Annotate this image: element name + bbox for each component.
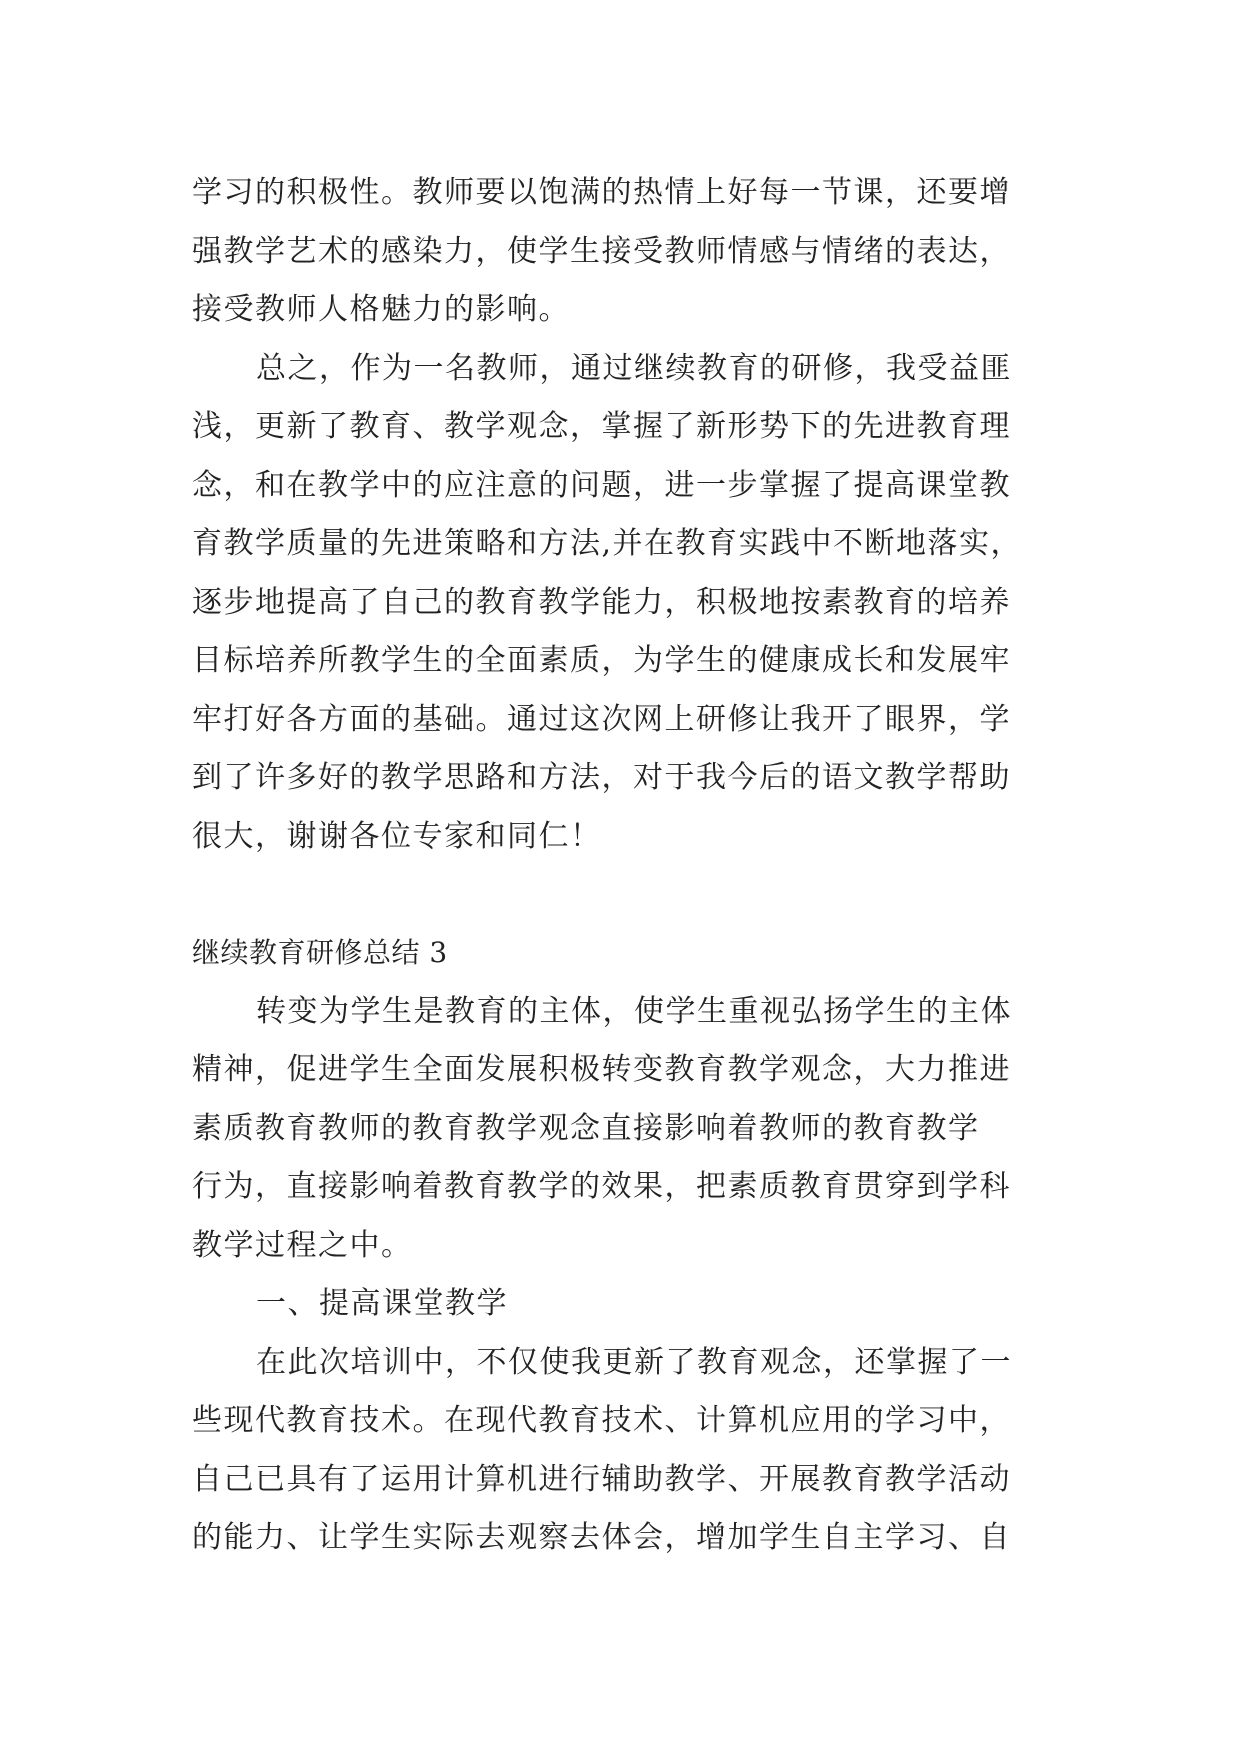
text-line: 到了许多好的教学思路和方法，对于我今后的语文教学帮助	[192, 760, 1011, 795]
text-line: 很大，谢谢各位专家和同仁！	[192, 818, 602, 854]
text-line: 强教学艺术的感染力，使学生接受教师情感与情绪的表达，	[192, 233, 1011, 269]
text-line: 念，和在教学中的应注意的问题，进一步掌握了提高课堂教	[192, 467, 1011, 503]
paragraph-intro	[192, 983, 1062, 1276]
section-gap	[192, 866, 1062, 924]
text-line: 行为，直接影响着教育教学的效果，把素质教育贯穿到学科	[192, 1169, 1011, 1204]
paragraph-continued	[192, 164, 1062, 340]
text-line: 转变为学生是教育的主体，使学生重视弘扬学生的主体	[256, 993, 1012, 1029]
text-line: 总之，作为一名教师，通过继续教育的研修，我受益匪	[256, 350, 1012, 386]
text-line: 些现代教育技术。在现代教育技术、计算机应用的学习中，	[192, 1403, 1011, 1438]
text-line: 逐步地提高了自己的教育教学能力，积极地按素教育的培养	[192, 584, 1011, 620]
text-line: 接受教师人格魅力的影响。	[192, 292, 570, 327]
text-line: 在此次培训中，不仅使我更新了教育观念，还掌握了一	[256, 1344, 1012, 1380]
text-line: 育教学质量的先进策略和方法,并在教育实践中不断地落实，	[192, 526, 1023, 561]
text-line: 浅，更新了教育、教学观念，掌握了新形势下的先进教育理	[192, 409, 1011, 444]
document-body	[192, 164, 1062, 1568]
section-title: 继续教育研修总结 3	[192, 936, 448, 969]
paragraph-summary	[192, 340, 1062, 867]
text-line: 牢打好各方面的基础。通过这次网上研修让我开了眼界，学	[192, 701, 1011, 737]
text-line: 学习的积极性。教师要以饱满的热情上好每一节课，还要增	[192, 175, 1011, 210]
subheading: 一、提高课堂教学	[256, 1286, 508, 1321]
text-line: 目标培养所教学生的全面素质，为学生的健康成长和发展牢	[192, 643, 1011, 678]
text-line: 素质教育教师的教育教学观念直接影响着教师的教育教学	[192, 1110, 980, 1146]
text-line: 的能力、让学生实际去观察去体会，增加学生自主学习、自	[192, 1520, 1011, 1555]
paragraph-training	[192, 1334, 1062, 1568]
text-line: 自己已具有了运用计算机进行辅助教学、开展教育教学活动	[192, 1461, 1011, 1497]
text-line: 教学过程之中。	[192, 1227, 413, 1263]
text-line: 精神，促进学生全面发展积极转变教育教学观念，大力推进	[192, 1052, 1011, 1087]
